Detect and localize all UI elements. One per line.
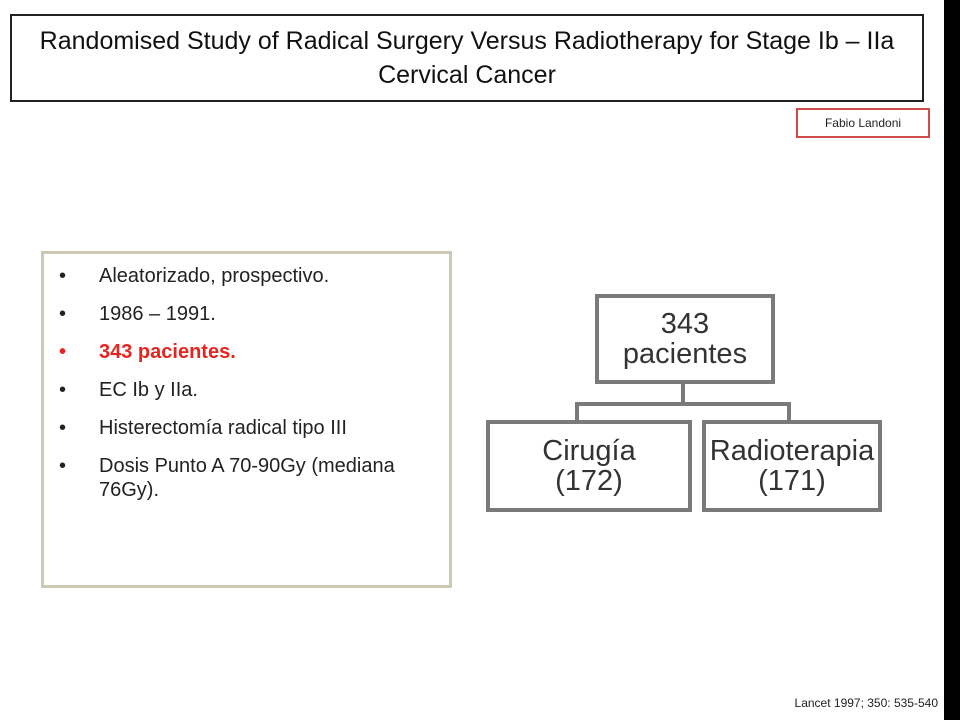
flowchart [480,286,890,521]
flow-node-root [595,294,775,384]
bullet-dot: • [59,341,67,363]
bullet-dot: • [59,265,67,287]
bullet-text: Aleatorizado, prospectivo. [99,265,330,287]
bullet-item [44,454,449,502]
bullet-item [44,378,449,402]
bullet-item-highlighted [44,340,449,364]
bullet-item [44,302,449,326]
slide-title [10,14,924,102]
root-line-1: 343 [660,308,710,340]
citation: Lancet 1997; 350: 535-540 [794,696,938,710]
bullet-text: 343 pacientes. [99,341,236,363]
bullet-text: Histerectomía radical tipo III [99,417,347,439]
connector-left-down [575,402,579,422]
bullet-list [44,264,449,516]
surgery-line-2: (172) [555,465,623,497]
bullet-text: EC Ib y IIa. [99,379,198,401]
bullet-text: 1986 – 1991. [99,303,216,325]
right-edge-bar [944,0,960,720]
author-name: Fabio Landoni [824,116,902,130]
flow-node-surgery [486,420,692,512]
bullet-dot: • [59,303,67,325]
connector-horizontal [575,402,791,406]
bullet-text: Dosis Punto A 70-90Gy (mediana 76Gy). [99,455,395,501]
bullet-dot: • [59,417,67,439]
slide-title-text: Randomised Study of Radical Surgery Versus Radiotherapy for Stage Ib – IIa Cervical Cancer [39,27,895,89]
author-label [796,108,930,138]
bullet-dot: • [59,379,67,401]
bullet-dot: • [59,455,67,477]
bullet-item [44,264,449,288]
bullet-item [44,416,449,440]
connector-root-down [681,382,685,404]
surgery-line-1: Cirugía [542,435,636,467]
radiotherapy-line-2: (171) [758,465,826,497]
root-line-2: pacientes [622,338,748,370]
flow-node-radiotherapy [702,420,882,512]
radiotherapy-line-1: Radioterapia [709,435,875,467]
bullet-list-box [41,251,452,588]
connector-right-down [787,402,791,422]
